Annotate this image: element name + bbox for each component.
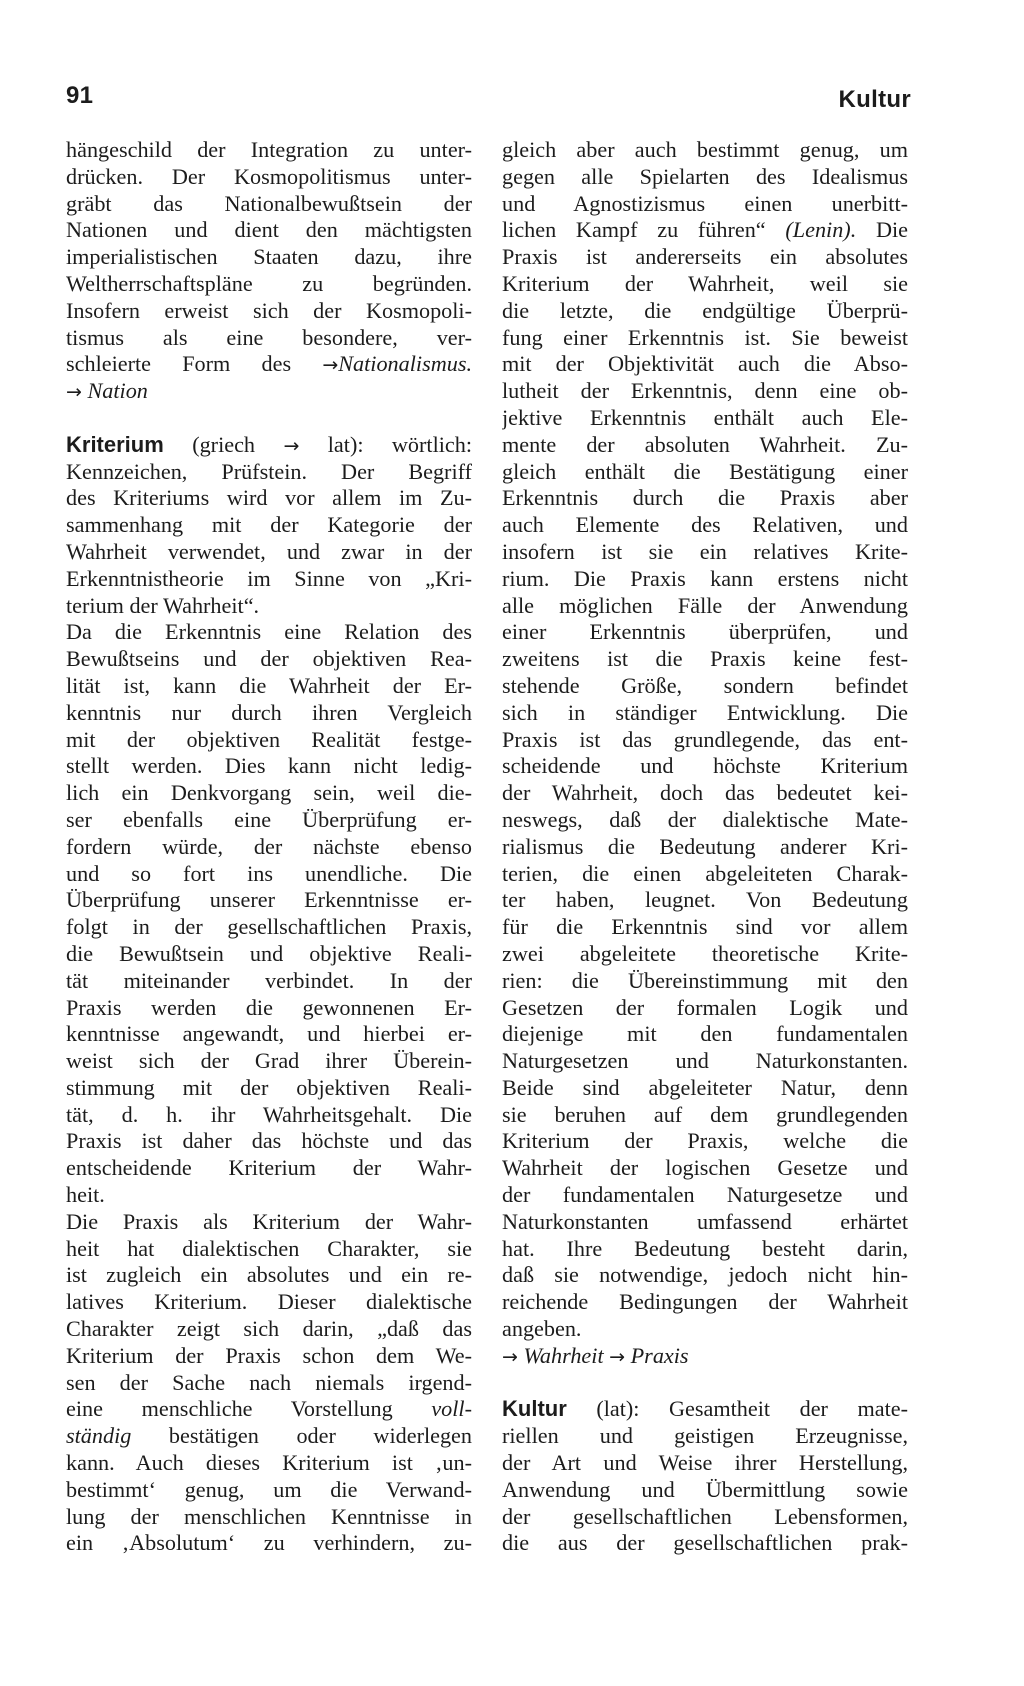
text-line: Kriterium der Praxis schon dem We- (66, 1342, 472, 1368)
text-line: zweitens ist die Praxis keine fest- (502, 646, 908, 672)
text-line: heit hat dialektischen Charakter, sie (66, 1235, 472, 1261)
text-line: der Art und Weise ihrer Herstellung, (502, 1450, 908, 1476)
text-line: Bewußtseins und der objektiven Rea- (66, 646, 472, 672)
text-line: mit der Objektivität auch die Abso- (502, 351, 908, 377)
entry-separator (502, 1370, 908, 1397)
text-line: jektive Erkenntnis enthält auch Ele- (502, 404, 908, 430)
text-line: Anwendung und Übermittlung sowie (502, 1476, 908, 1502)
running-head: Kultur (838, 86, 911, 113)
text-line: zwei abgeleitete theoretische Krite- (502, 940, 908, 966)
xref-praxis[interactable]: Praxis (630, 1342, 689, 1368)
xref-nationalismus[interactable]: Nationalismus. (338, 351, 472, 377)
italic-emphasis: ständig (66, 1423, 132, 1449)
text-line: ter haben, leugnet. Von Bedeutung (502, 887, 908, 913)
text-line: sen der Sache nach niemals irgend- (66, 1369, 472, 1395)
text-line: sie beruhen auf dem grundlegenden (502, 1101, 908, 1127)
text-line: Insofern erweist sich der Kosmopoli- (66, 297, 472, 323)
text-line: Praxis ist daher das höchste und das (66, 1128, 472, 1154)
left-column (66, 137, 472, 1557)
text-line: tät, d. h. ihr Wahrheitsgehalt. Die (66, 1101, 472, 1127)
text-line-with-italic (66, 1423, 472, 1450)
text-line: tät miteinander verbindet. In der (66, 967, 472, 993)
text-line: sammenhang mit der Kategorie der (66, 512, 472, 538)
text-line: ein ‚Absolutum‘ zu verhindern, zu- (66, 1530, 472, 1556)
page-number: 91 (66, 82, 94, 109)
text-fragment: schleierte Form des (66, 351, 292, 377)
text-fragment: lichen Kampf zu führen“ (502, 217, 766, 243)
text-line: terien, die einen abgeleiteten Charak- (502, 860, 908, 886)
derivation-arrow-icon: → (283, 434, 300, 457)
text-line: insofern ist sie ein relatives Krite- (502, 538, 908, 564)
text-line-with-xref (502, 1343, 908, 1370)
text-line: diejenige mit den fundamentalen (502, 1021, 908, 1047)
text-line: rien: die Übereinstimmung mit den (502, 967, 908, 993)
text-line: Da die Erkenntnis eine Relation des (66, 619, 472, 645)
text-line: Naturkonstanten umfassend erhärtet (502, 1208, 908, 1234)
text-line: Charakter zeigt sich darin, „daß das (66, 1316, 472, 1342)
text-line: riellen und geistigen Erzeugnisse, (502, 1423, 908, 1449)
text-line: kenntnis nur durch ihren Vergleich (66, 699, 472, 725)
text-line: rium. Die Praxis kann erstens nicht (502, 565, 908, 591)
text-line: der Wahrheit, doch das bedeutet kei- (502, 780, 908, 806)
text-line: weist sich der Grad ihrer Überein- (66, 1048, 472, 1074)
text-line: sich in ständiger Entwicklung. Die (502, 699, 908, 725)
text-line: drücken. Der Kosmopolitismus unter- (66, 163, 472, 189)
text-line: die aus der gesellschaftlichen prak- (502, 1530, 908, 1556)
text-line: latives Kriterium. Dieser dialektische (66, 1289, 472, 1315)
text-line: heit. (66, 1182, 105, 1208)
text-line: stimmung mit der objektiven Reali- (66, 1074, 472, 1100)
entry-head-kriterium (66, 432, 472, 459)
text-line: die Bewußtsein und objektive Reali- (66, 940, 472, 966)
text-fragment: Die (875, 217, 908, 243)
text-line: Praxis werden die gewonnenen Er- (66, 994, 472, 1020)
text-line: stellt werden. Dies kann nicht ledig- (66, 753, 472, 779)
text-line-with-xref (66, 378, 472, 405)
text-line: gräbt das Nationalbewußtsein der (66, 190, 472, 216)
text-line: Kriterium der Praxis, welche die (502, 1128, 908, 1154)
text-line: Wahrheit verwendet, und zwar in der (66, 538, 472, 564)
text-line: mente der absoluten Wahrheit. Zu- (502, 431, 908, 457)
text-line: Wahrheit der logischen Gesetze und (502, 1155, 908, 1181)
text-line: fordern würde, der nächste ebenso (66, 833, 472, 859)
text-line: terium der Wahrheit“. (66, 592, 260, 618)
text-line: Gesetzen der formalen Logik und (502, 994, 908, 1020)
text-line: ser ebenfalls eine Überprüfung er- (66, 806, 472, 832)
text-line: auch Elemente des Relativen, und (502, 512, 908, 538)
text-line: Praxis ist andererseits ein absolutes (502, 244, 908, 270)
text-line: Erkenntnis durch die Praxis aber (502, 485, 908, 511)
text-line: gleich enthält die Bestätigung einer (502, 458, 908, 484)
text-line: scheidende und höchste Kriterium (502, 753, 908, 779)
etymology-open: (griech (192, 431, 256, 457)
text-line: alle möglichen Fälle der Anwendung (502, 592, 908, 618)
xref-nation[interactable]: Nation (87, 378, 148, 404)
text-line: fung einer Erkenntnis ist. Sie beweist (502, 324, 908, 350)
text-line: kann. Auch dieses Kriterium ist ‚un- (66, 1450, 472, 1476)
text-line: Überprüfung unserer Erkenntnisse er- (66, 887, 472, 913)
text-line: Die Praxis als Kriterium der Wahr- (66, 1208, 472, 1234)
text-line: für die Erkenntnis sind vor allem (502, 914, 908, 940)
text-line: mit der objektiven Realität festge- (66, 726, 472, 752)
citation-lenin: (Lenin). (785, 217, 857, 243)
headword-kultur: Kultur (502, 1396, 567, 1422)
text-line: einer Erkenntnis überprüfen, und (502, 619, 908, 645)
text-line: imperialistischen Staaten dazu, ihre (66, 244, 472, 270)
text-fragment: bestätigen oder widerlegen (168, 1423, 472, 1449)
text-line: die letzte, die endgültige Überprü- (502, 297, 908, 323)
text-line-with-italic (66, 1396, 472, 1423)
text-line: Erkenntnistheorie im Sinne von „Kri- (66, 565, 472, 591)
text-line-with-xref (66, 351, 472, 378)
text-line: reichende Bedingungen der Wahrheit (502, 1289, 908, 1315)
text-line: Naturgesetzen und Naturkonstanten. (502, 1048, 908, 1074)
text-line: hat. Ihre Bedeutung besteht darin, (502, 1235, 908, 1261)
text-line: daß sie notwendige, jedoch nicht hin- (502, 1262, 908, 1288)
text-line: stehende Größe, sondern befindet (502, 672, 908, 698)
etymology-close: lat): wörtlich: (327, 431, 472, 457)
cross-reference-arrow-icon: → (66, 381, 82, 404)
text-line: Praxis ist das grundlegende, das ent- (502, 726, 908, 752)
text-fragment: eine menschliche Vorstellung (66, 1396, 393, 1422)
text-line: Kennzeichen, Prüfstein. Der Begriff (66, 458, 472, 484)
text-line: folgt in der gesellschaftlichen Praxis, (66, 914, 472, 940)
text-line: lutheit der Erkenntnis, denn eine ob- (502, 378, 908, 404)
headword-kriterium: Kriterium (66, 431, 164, 457)
entry-head-kultur (502, 1396, 908, 1423)
text-line: ist zugleich ein absolutes und ein re- (66, 1262, 472, 1288)
text-line: lität ist, kann die Wahrheit der Er- (66, 672, 472, 698)
text-line-with-citation (502, 217, 908, 244)
text-line: tismus als eine besondere, ver- (66, 324, 472, 350)
cross-reference-arrow-icon: → (609, 1345, 626, 1368)
text-line: neswegs, daß der dialektische Mate- (502, 806, 908, 832)
text-line: rialismus die Bedeutung anderer Kri- (502, 833, 908, 859)
text-line: gegen alle Spielarten des Idealismus (502, 163, 908, 189)
cross-reference-arrow-icon: → (502, 1345, 518, 1368)
text-line: der gesellschaftlichen Lebensformen, (502, 1503, 908, 1529)
text-line: und Agnostizismus einen unerbitt- (502, 190, 908, 216)
text-line: und so fort ins unendliche. Die (66, 860, 472, 886)
text-line: entscheidende Kriterium der Wahr- (66, 1155, 472, 1181)
etymology: (lat): Gesamtheit der mate- (596, 1396, 908, 1422)
text-line: kenntnisse angewandt, und hierbei er- (66, 1021, 472, 1047)
xref-wahrheit[interactable]: Wahrheit (523, 1342, 604, 1368)
text-line: hängeschild der Integration zu unter- (66, 137, 472, 162)
right-column (502, 137, 908, 1557)
text-line: bestimmt‘ genug, um die Verwand- (66, 1476, 472, 1502)
text-line: Beide sind abgeleiteter Natur, denn (502, 1074, 908, 1100)
text-line: der fundamentalen Naturgesetze und (502, 1182, 908, 1208)
text-line: des Kriteriums wird vor allem im Zu- (66, 485, 472, 511)
cross-reference-arrow-icon: → (322, 354, 339, 377)
italic-emphasis: voll- (431, 1396, 472, 1422)
entry-separator (66, 405, 472, 432)
text-line: Weltherrschaftspläne zu begründen. (66, 270, 472, 296)
text-line: Nationen und dient den mächtigsten (66, 217, 472, 243)
text-line: gleich aber auch bestimmt genug, um (502, 137, 908, 162)
text-line: angeben. (502, 1316, 582, 1342)
text-line: Kriterium der Wahrheit, weil sie (502, 270, 908, 296)
text-line: lich ein Denkvorgang sein, weil die- (66, 780, 472, 806)
text-line: lung der menschlichen Kenntnisse in (66, 1503, 472, 1529)
